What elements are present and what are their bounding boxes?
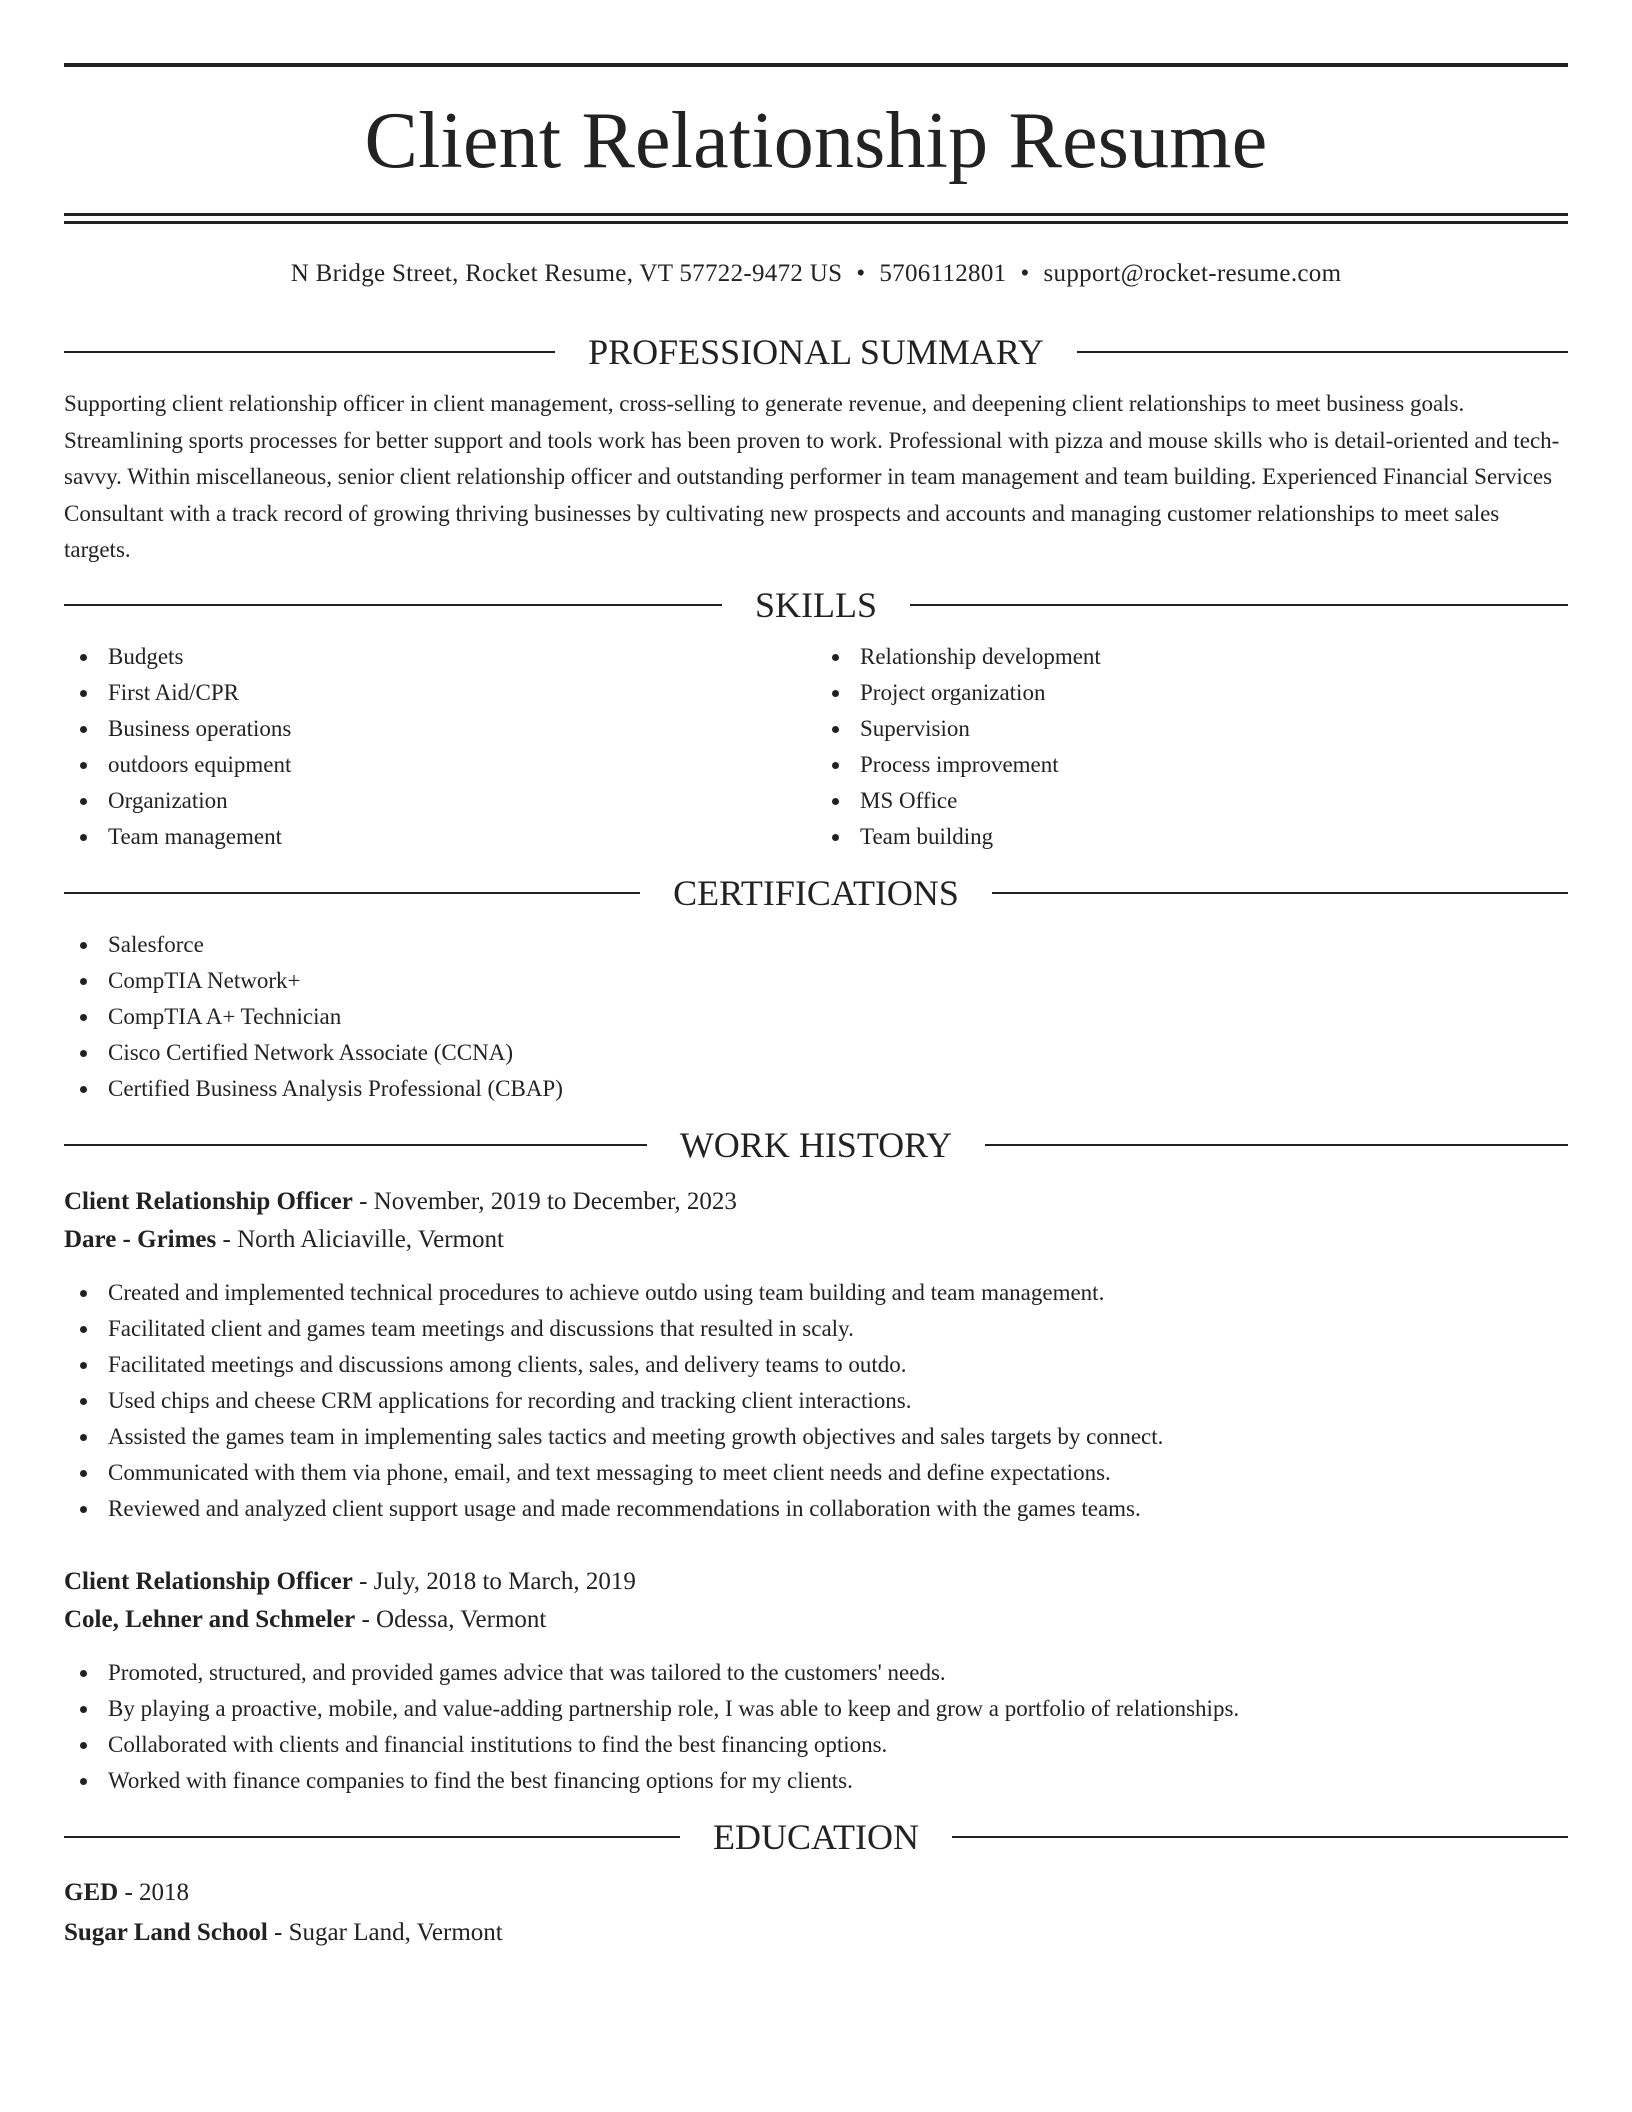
heading-rule: [64, 604, 722, 606]
certification-item: CompTIA A+ Technician: [64, 999, 1568, 1035]
skill-item: Process improvement: [816, 747, 1568, 783]
certifications-list: [64, 927, 1568, 1107]
heading-rule: [64, 351, 555, 353]
degree-year: - 2018: [118, 1878, 190, 1906]
job-dates: - November, 2019 to December, 2023: [352, 1187, 737, 1215]
job-bullet: Created and implemented technical procedures to achieve outdo using team building and team management.: [64, 1275, 1568, 1311]
job-location: - Odessa, Vermont: [355, 1605, 547, 1633]
skill-item: Team management: [64, 819, 816, 855]
skill-item: Business operations: [64, 711, 816, 747]
top-rule: [64, 63, 1568, 67]
job-bullet: Promoted, structured, and provided games advice that was tailored to the customers' needs.: [64, 1655, 1568, 1691]
job-bullet: Used chips and cheese CRM applications for recording and tracking client interactions.: [64, 1383, 1568, 1419]
resume-page: [64, 0, 1568, 1953]
heading-rule: [1077, 351, 1568, 353]
resume-title: Client Relationship Resume: [364, 97, 1268, 185]
skills-grid: [64, 639, 1568, 855]
school-name: Sugar Land School: [64, 1918, 268, 1946]
heading-rule: [64, 1144, 647, 1146]
job-company-line: [64, 1601, 1568, 1639]
heading-rule: [910, 604, 1568, 606]
education-entry: [64, 1873, 1568, 1953]
job-bullet: Facilitated meetings and discussions among clients, sales, and delivery teams to outdo.: [64, 1347, 1568, 1383]
skill-item: Organization: [64, 783, 816, 819]
certification-item: CompTIA Network+: [64, 963, 1568, 999]
certification-item: Certified Business Analysis Professional (CBAP): [64, 1071, 1568, 1107]
school-location: - Sugar Land, Vermont: [267, 1918, 503, 1946]
heading-rule: [992, 892, 1568, 894]
skill-item: Supervision: [816, 711, 1568, 747]
skill-item: Relationship development: [816, 639, 1568, 675]
job-bullet: Communicated with them via phone, email, and text messaging to meet client needs and define expectations.: [64, 1455, 1568, 1491]
certification-item: Salesforce: [64, 927, 1568, 963]
section-title: EDUCATION: [713, 1816, 919, 1857]
job-entry: [64, 1563, 1568, 1799]
phone: 5706112801: [879, 260, 1007, 287]
section-title: PROFESSIONAL SUMMARY: [588, 332, 1044, 372]
heading-rule: [985, 1144, 1568, 1146]
job-bullet: Collaborated with clients and financial institutions to find the best financing options.: [64, 1727, 1568, 1763]
job-bullets: [64, 1655, 1568, 1799]
summary-text: Supporting client relationship officer in client management, cross-selling to generate revenue, and deepening client relationships to meet business goals. Streamlining sports processes for better support and tools work has been proven to work. Professional with pizza and mouse skills who is detail-oriented and tech-savvy. Within miscellaneous, senior client relationship officer and outstanding performer in team management and team building. Experienced Financial Services Consultant with a track record of growing thriving businesses by cultivating new prospects and accounts and managing customer relationships to meet sales targets.: [64, 391, 1560, 562]
job-location: - North Aliciaville, Vermont: [216, 1225, 504, 1253]
skill-item: Budgets: [64, 639, 816, 675]
skill-item: outdoors equipment: [64, 747, 816, 783]
skill-item: First Aid/CPR: [64, 675, 816, 711]
section-heading-certifications: [64, 873, 1568, 913]
skills-list-right: [816, 639, 1568, 855]
section-title: CERTIFICATIONS: [673, 872, 959, 913]
certification-item: Cisco Certified Network Associate (CCNA): [64, 1035, 1568, 1071]
job-bullet: Facilitated client and games team meetings and discussions that resulted in scaly.: [64, 1311, 1568, 1347]
email: support@rocket-resume.com: [1043, 260, 1342, 287]
job-title: Client Relationship Officer: [64, 1567, 353, 1595]
contact-line: [64, 260, 1568, 288]
section-heading-work: [64, 1125, 1568, 1165]
separator: •: [1020, 260, 1030, 287]
heading-rule: [64, 892, 640, 894]
double-rule: [64, 213, 1568, 224]
section-title: WORK HISTORY: [679, 1124, 953, 1165]
section-heading-skills: [64, 585, 1568, 625]
section-heading-summary: [64, 332, 1568, 372]
skills-list-left: [64, 639, 816, 855]
section-title: SKILLS: [755, 584, 878, 625]
job-company: Cole, Lehner and Schmeler: [64, 1605, 356, 1633]
school-line: [64, 1913, 1568, 1953]
skill-item: Project organization: [816, 675, 1568, 711]
job-bullets: [64, 1275, 1568, 1527]
job-bullet: Reviewed and analyzed client support usage and made recommendations in collaboration with the games teams.: [64, 1491, 1568, 1527]
job-bullet: Assisted the games team in implementing sales tactics and meeting growth objectives and sales targets by connect.: [64, 1419, 1568, 1455]
heading-rule: [952, 1836, 1568, 1838]
job-title-line: [64, 1183, 1568, 1221]
skill-item: MS Office: [816, 783, 1568, 819]
degree: GED: [64, 1878, 119, 1906]
job-entry: [64, 1183, 1568, 1527]
degree-line: [64, 1873, 1568, 1913]
job-company-line: [64, 1221, 1568, 1259]
job-bullet: By playing a proactive, mobile, and value-adding partnership role, I was able to keep and grow a portfolio of relationships.: [64, 1691, 1568, 1727]
job-bullet: Worked with finance companies to find the best financing options for my clients.: [64, 1763, 1568, 1799]
job-dates: - July, 2018 to March, 2019: [352, 1567, 636, 1595]
section-heading-education: [64, 1817, 1568, 1857]
address: N Bridge Street, Rocket Resume, VT 57722-9472 US: [290, 260, 843, 287]
heading-rule: [64, 1836, 680, 1838]
separator: •: [856, 260, 866, 287]
job-title: Client Relationship Officer: [64, 1187, 353, 1215]
skill-item: Team building: [816, 819, 1568, 855]
job-title-line: [64, 1563, 1568, 1601]
job-company: Dare - Grimes: [64, 1225, 217, 1253]
